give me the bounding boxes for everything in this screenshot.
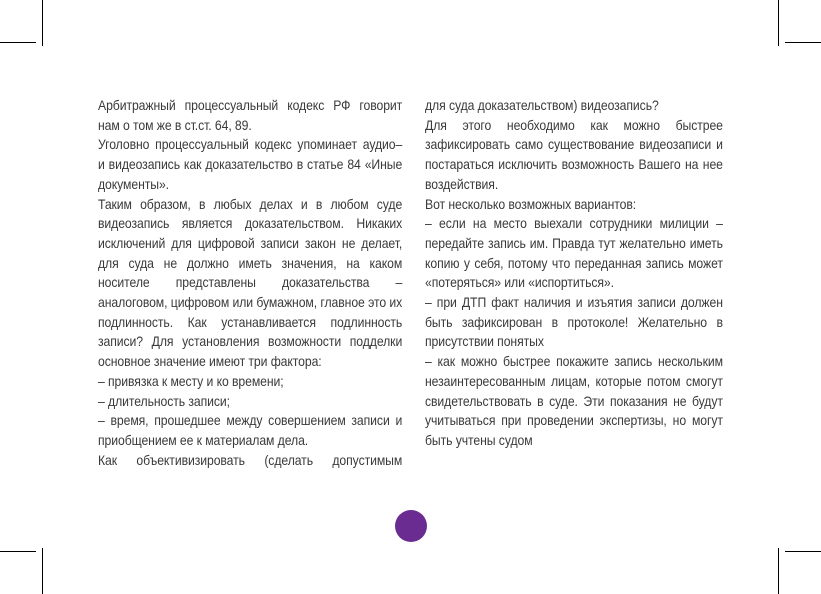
crop-mark-top-right-vertical xyxy=(778,0,779,46)
paragraph: Таким образом, в любых делах и в любом суде видеозапись является доказательством. Никаких исключений для цифровой записи закон не делает, для суда не должно иметь значения, на каком носителе представлены доказательства – аналоговом, цифровом или бумажном, главное это их подлинность. Как устанавливается подлинность записи? Для установления возможности подделки основное значение имеют три фактора: xyxy=(98,196,403,370)
crop-mark-bottom-right-vertical xyxy=(778,548,779,594)
crop-mark-top-right-horizontal xyxy=(785,42,821,43)
paragraph: – как можно быстрее покажите запись нескольким незаинтересованным лицам, которые потом смогут свидетельствовать в суде. Эти показания не будут учитываться при проведении экспертизы, но могут быть учтены судом xyxy=(425,354,723,448)
paragraph: Арбитражный процессуальный кодекс РФ говорит нам о том же в ст.ст. 64, 89. xyxy=(98,98,403,133)
right-text-column xyxy=(425,96,723,451)
crop-mark-top-left-vertical xyxy=(42,0,43,46)
page-marker-circle xyxy=(395,510,427,542)
paragraph: Вот несколько возможных вариантов: xyxy=(425,196,637,212)
paragraph: – привязка к месту и ко времени; xyxy=(98,373,284,389)
crop-mark-bottom-left-horizontal xyxy=(0,551,36,552)
crop-mark-bottom-left-vertical xyxy=(42,548,43,594)
paragraph: для суда доказательством) видеозапись? xyxy=(425,98,659,113)
paragraph: – при ДТП факт наличия и изъятия записи должен быть зафиксирован в протоколе! Желательно в присутствии понятых xyxy=(425,295,723,350)
paragraph: – длительность записи; xyxy=(98,393,230,409)
left-text-column xyxy=(98,96,402,470)
paragraph: Для этого необходимо как можно быстрее зафиксировать само существование видеозаписи и постараться исключить возможность Вашего на нее воздействия. xyxy=(425,117,723,192)
paragraph: Уголовно процессуальный кодекс упоминает аудио– и видеозапись как доказательство в статье 84 «Иные документы». xyxy=(98,137,403,192)
crop-mark-bottom-right-horizontal xyxy=(785,551,821,552)
paragraph: – время, прошедшее между совершением записи и приобщением ее к материалам дела. xyxy=(98,413,403,448)
paragraph: – если на место выехали сотрудники милиции – передайте запись им. Правда тут желательно иметь копию у себя, потому что переданная запись может «потеряться» или «испортиться». xyxy=(425,216,723,291)
paragraph: Как объективизировать (сделать допустимым xyxy=(98,452,403,468)
crop-mark-top-left-horizontal xyxy=(0,42,36,43)
